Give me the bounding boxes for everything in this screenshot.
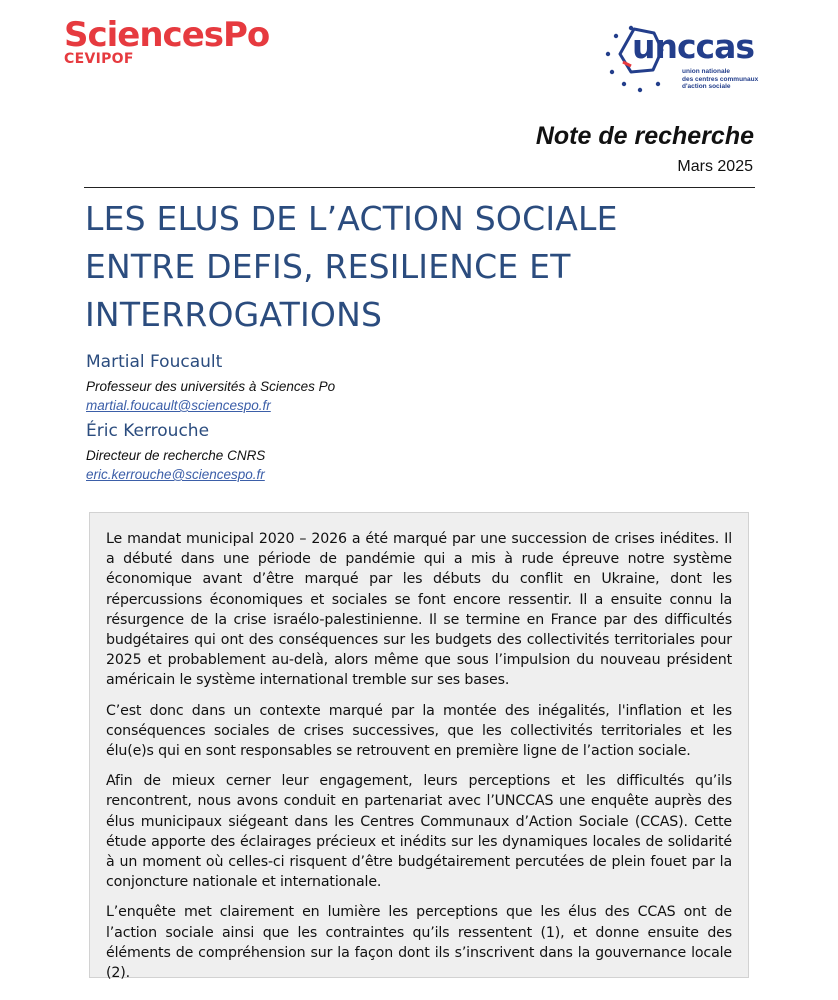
document-type: Note de recherche — [535, 122, 754, 150]
unccas-logo-text: unccas — [632, 27, 755, 66]
document-date: Mars 2025 — [677, 158, 753, 175]
page-title — [85, 195, 725, 339]
author-email-link[interactable]: martial.foucault@sciencespo.fr — [86, 398, 271, 413]
sciencespo-cevipof-logo — [64, 16, 269, 67]
title-line: ENTRE DEFIS, RESILIENCE ET — [85, 247, 571, 286]
abstract-paragraph: C’est donc dans un contexte marqué par la montée des inégalités, l'inflation et les conséquences sociales de crises successives, que les collectivités territoriales et les élu(e)s qui en sont responsables se retrouvent en première ligne de l’action sociale. — [106, 702, 732, 760]
author-name: Éric Kerrouche — [86, 421, 210, 441]
author-role: Professeur des universités à Sciences Po — [86, 379, 336, 394]
unccas-logo — [604, 24, 764, 98]
title-line: INTERROGATIONS — [85, 295, 383, 334]
abstract-box — [89, 512, 749, 982]
unccas-tagline: union nationale des centres communaux d'action sociale — [682, 68, 759, 90]
sciencespo-logo-text: SciencesPo — [64, 15, 270, 55]
author-role: Directeur de recherche CNRS — [86, 448, 266, 463]
abstract-paragraph: Afin de mieux cerner leur engagement, leurs perceptions et les difficultés qu’ils rencontrent, nous avons conduit en partenariat avec l’UNCCAS une enquête auprès des élus municipaux siégeant dans les Centres Communaux d’Action Sociale (CCAS). Cette étude apporte des éclairages précieux et inédits sur les dynamiques locales de solidarité à un moment où celles-ci risquent d’être budgétairement percutées de plein fouet par la conjoncture nationale et internationale. — [106, 773, 732, 891]
cevipof-logo-text: CEVIPOF — [64, 51, 134, 67]
author-name: Martial Foucault — [86, 352, 223, 372]
header-divider — [84, 187, 755, 188]
abstract-paragraph: L’enquête met clairement en lumière les perceptions que les élus des CCAS ont de l’action sociale ainsi que les contraintes qu’ils ressentent (1), et donne ensuite des éléments de compréhension sur la façon dont ils s’inscrivent dans la gouvernance locale (2). — [106, 904, 732, 982]
abstract-paragraph: Le mandat municipal 2020 – 2026 a été marqué par une succession de crises inédites. Il a débuté dans une période de pandémie qui a mis à rude épreuve notre système économique avant d’être marqué par les débuts du conflit en Ukraine, dont les répercussions économiques et sociales se font encore ressentir. Il a ensuite connu la résurgence de la crise israélo-palestinienne. Il se termine en France par des difficultés budgétaires qui ont des conséquences sur les budgets des collectivités territoriales pour 2025 et probablement au-delà, alors même que sous l’impulsion du nouveau président américain le système international tremble sur ses bases. — [106, 531, 732, 689]
author-email-link[interactable]: eric.kerrouche@sciencespo.fr — [86, 467, 265, 482]
title-line: LES ELUS DE L’ACTION SOCIALE — [85, 199, 618, 238]
